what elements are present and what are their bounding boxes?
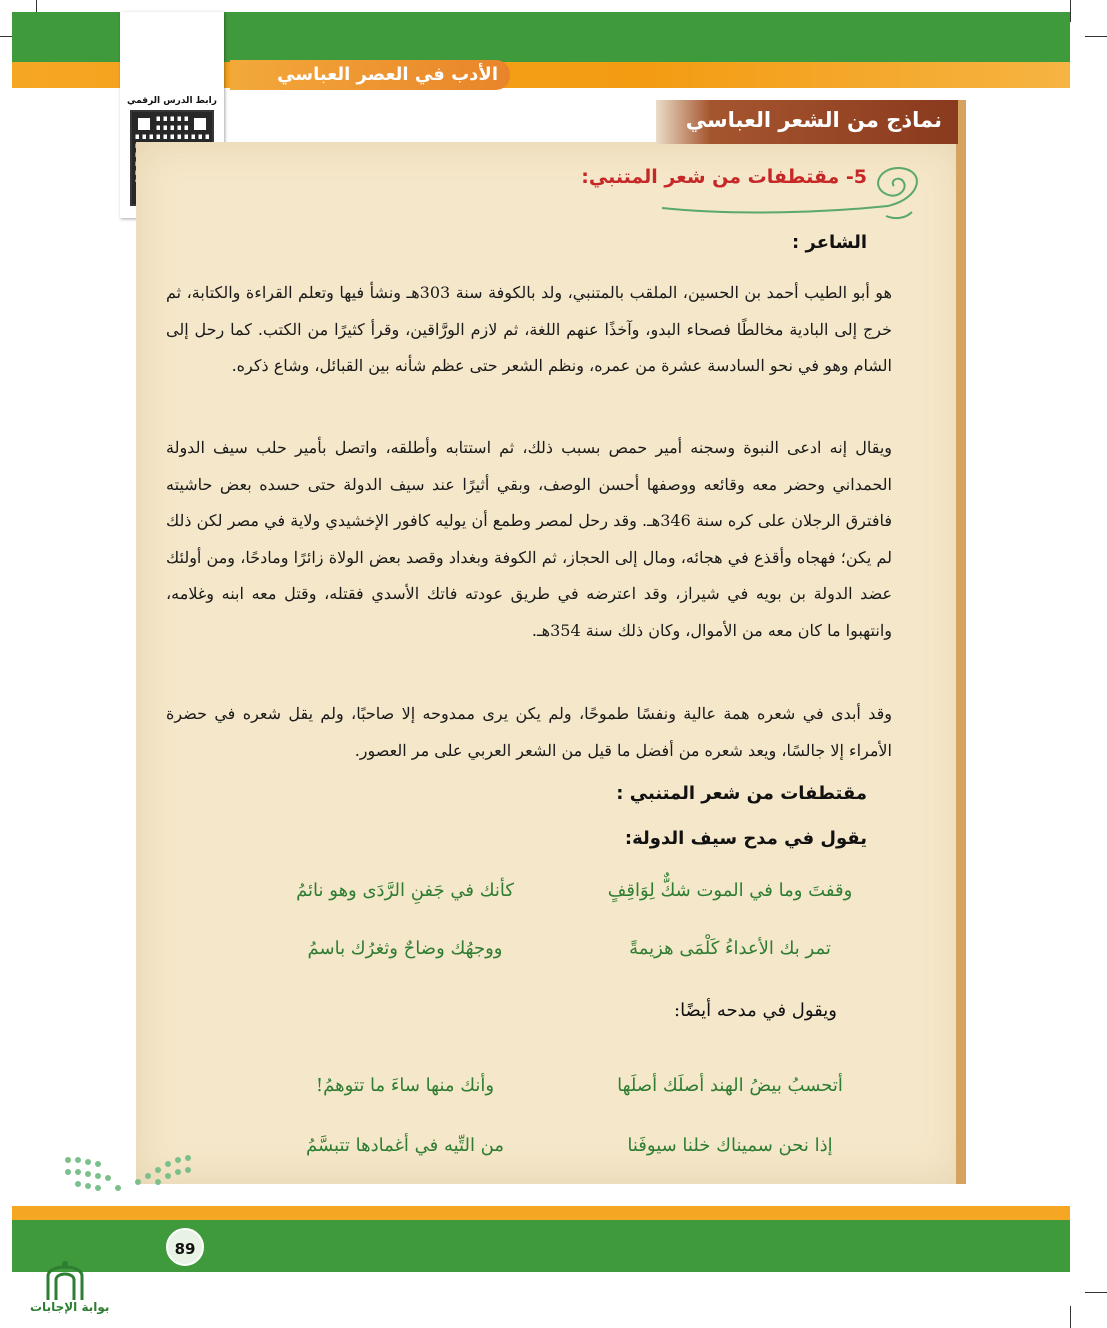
ministry-logo-dots-icon xyxy=(62,1152,198,1198)
verse-second-hemistich: ووجهُك وضاحٌ وثغرُك باسمُ xyxy=(307,938,503,959)
page-number: 89 xyxy=(166,1228,204,1266)
crop-mark xyxy=(1070,1306,1071,1328)
footer-orange-band xyxy=(12,1206,1070,1220)
verse-first-hemistich: تمر بك الأعداءُ كَلْمَى هزيمةً xyxy=(629,938,831,959)
crop-mark xyxy=(1070,0,1071,22)
section-banner: نماذج من الشعر العباسي xyxy=(656,100,958,144)
verse-second-hemistich: كأنك في جَفنِ الرَّدَى وهو نائمُ xyxy=(296,880,514,901)
verse-second-hemistich: وأنك منها ساءَ ما تتوهمُ! xyxy=(315,1075,495,1096)
verse-first-hemistich: أتحسبُ بيضُ الهند أصلَك أصلَها xyxy=(617,1075,843,1096)
praise-heading: يقول في مدح سيف الدولة: xyxy=(624,828,867,849)
poet-heading: الشاعر : xyxy=(792,232,867,253)
parchment-edge xyxy=(956,100,966,1184)
paragraph-life: ويقال إنه ادعى النبوة وسجنه أمير حمص بسبب ذلك، ثم استتابه وأطلقه، واتصل بأمير حلب سيف الدولة الحمداني وحضر معه وقائعه ووصفها أحسن الوصف، وبقي أثيرًا عند سيف الدولة حتى حسده بعض حاشيته فافترق الرجلان على كره سنة 346هـ. وقد رحل لمصر وطمع أن يوليه كافور الإخشيدي ولاية في مصر لكن ذلك لم يكن؛ فهجاه وأقذع في هجائه، ومال إلى الحجاز، ثم الكوفة وبغداد وقصد بعض الولاة زائرًا ومادحًا، ومن أولئك عضد الدولة بن بويه في شيراز، وقد اعترضه في طريق عودته فاتك الأسدي فقتله، وقتل معه ابنه وغلامه، وانتهبوا ما كان معه من الأموال، وكان ذلك سنة 354هـ. xyxy=(166,438,893,640)
crop-mark xyxy=(1085,1292,1107,1293)
subheading: 5- مقتطفات من شعر المتنبي: xyxy=(581,166,867,188)
chapter-title: الأدب في العصر العباسي xyxy=(230,60,510,90)
verse-first-hemistich: إذا نحن سميناك خلنا سيوفَنا xyxy=(627,1135,833,1156)
praise-heading-2: ويقول في مدحه أيضًا: xyxy=(674,1000,837,1021)
excerpts-heading: مقتطفات من شعر المتنبي : xyxy=(616,783,867,804)
watermark-text: بوابة الإجابات xyxy=(30,1300,110,1314)
verse-first-hemistich: وقفتَ وما في الموت شكٌّ لِوَاقِفٍ xyxy=(607,880,853,901)
verse-second-hemistich: من التِّيه في أغمادها تتبسَّمُ xyxy=(305,1135,505,1156)
gate-logo-icon xyxy=(44,1256,86,1302)
paragraph-style: وقد أبدى في شعره همة عالية ونفسًا طموحًا، ولم يكن يرى ممدوحه إلا صاحبًا، ولم يقل شعره في حضرة الأمراء إلا جالسًا، ويعد شعره من أفضل ما قيل من الشعر العربي على مر العصور. xyxy=(166,704,893,760)
crop-mark xyxy=(1085,36,1107,37)
paragraph-biography: هو أبو الطيب أحمد بن الحسين، الملقب بالمتنبي، ولد بالكوفة سنة 303هـ ونشأ فيها وتعلم القراءة والكتابة، ثم خرج إلى البادية مخالطًا فصحاء البدو، وآخذًا عنهم اللغة، ثم لازم الورَّاقين، وقرأ كثيرًا من الكتب. كما رحل إلى الشام وهو في نحو السادسة عشرة من عمره، ونظم الشعر حتى عظم شأنه بين القبائل، وشاع ذكره. xyxy=(166,283,892,376)
qr-label: رابط الدرس الرقمي xyxy=(127,96,217,106)
